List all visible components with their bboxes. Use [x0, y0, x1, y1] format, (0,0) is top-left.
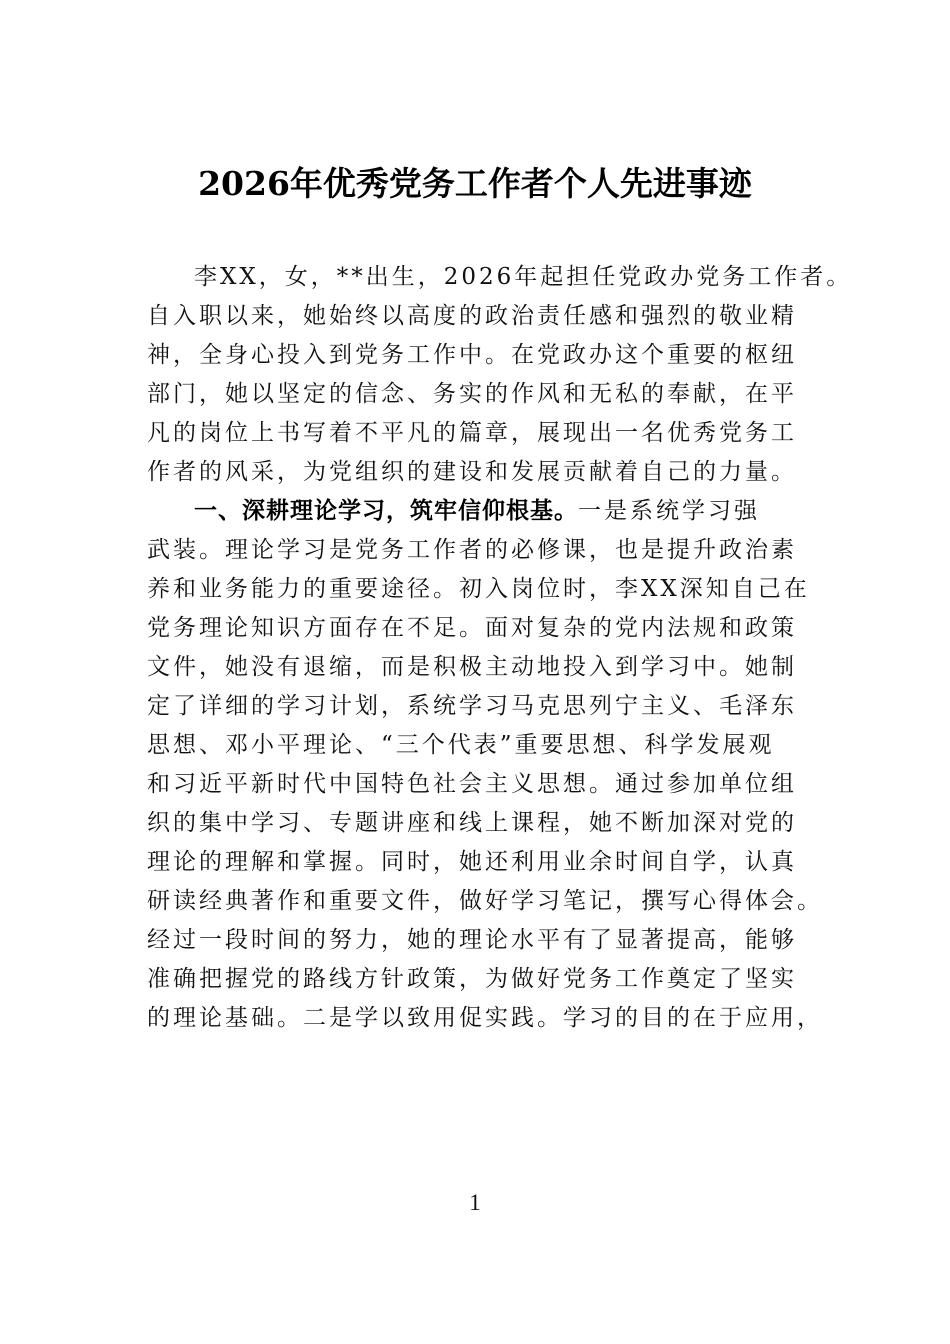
paragraph-line: 定了详细的学习计划，系统学习马克思列宁主义、毛泽东	[147, 693, 797, 719]
paragraph-line: 准确把握党的路线方针政策，为做好党务工作奠定了坚实	[147, 966, 797, 992]
page-number: 1	[469, 1190, 481, 1215]
paragraph-line: 作者的风采，为党组织的建设和发展贡献着自己的力量。	[147, 459, 797, 485]
section-first-line-text: 一是系统学习强	[578, 498, 760, 524]
paragraph-line: 研读经典著作和重要文件，做好学习笔记，撰写心得体会。	[147, 888, 823, 914]
paragraph-line: 文件，她没有退缩，而是积极主动地投入到学习中。她制	[147, 654, 797, 680]
paragraph-line: 神，全身心投入到党务工作中。在党政办这个重要的枢纽	[147, 342, 797, 368]
paragraph-line: 凡的岗位上书写着不平凡的篇章，展现出一名优秀党务工	[147, 420, 797, 446]
paragraph-line: 部门，她以坚定的信念、务实的作风和无私的奉献，在平	[147, 381, 797, 407]
paragraph-line: 党务理论知识方面存在不足。面对复杂的党内法规和政策	[147, 615, 797, 641]
paragraph-line: 自入职以来，她始终以高度的政治责任感和强烈的敬业精	[147, 303, 797, 329]
paragraph-line: 经过一段时间的努力，她的理论水平有了显著提高，能够	[147, 927, 797, 953]
paragraph-line: 理论的理解和掌握。同时，她还利用业余时间自学，认真	[147, 849, 797, 875]
paragraph-line: 李XX，女，**出生，2026年起担任党政办党务工作者。	[194, 264, 853, 290]
document-title: 2026年优秀党务工作者个人先进事迹	[198, 164, 752, 203]
section-first-line	[147, 492, 827, 531]
paragraph-line: 织的集中学习、专题讲座和线上课程，她不断加深对党的	[147, 810, 797, 836]
document-body	[147, 258, 853, 1038]
section-heading: 一、深耕理论学习，筑牢信仰根基。	[194, 498, 578, 524]
paragraph-line: 养和业务能力的重要途径。初入岗位时，李XX深知自己在	[147, 576, 810, 602]
paragraph-line: 思想、邓小平理论、“三个代表”重要思想、科学发展观	[147, 732, 775, 758]
paragraph-line: 的理论基础。二是学以致用促实践。学习的目的在于应用，	[147, 1005, 823, 1031]
paragraph-line: 武装。理论学习是党务工作者的必修课，也是提升政治素	[147, 537, 797, 563]
paragraph-line: 和习近平新时代中国特色社会主义思想。通过参加单位组	[147, 771, 797, 797]
